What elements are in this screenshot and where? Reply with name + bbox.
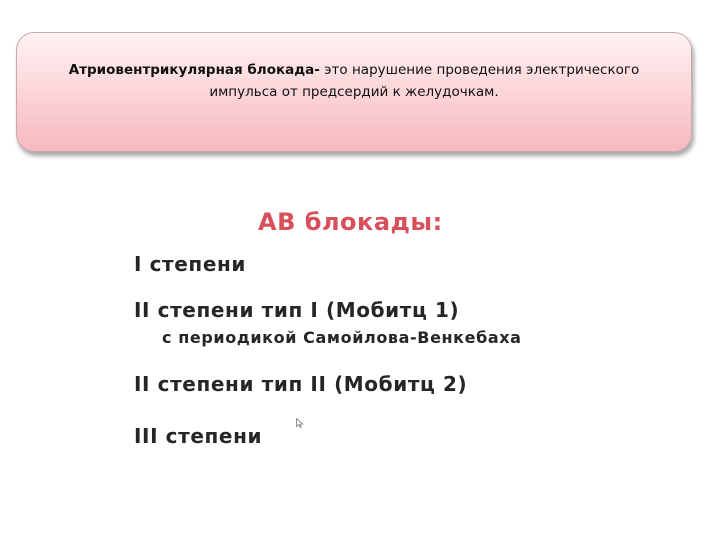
definition-line1: это нарушение проведения электрического [319,62,640,78]
definition-line2: импульса от предсердий к желудочкам. [209,84,499,100]
blockade-degree-2-type-2: II степени тип II (Мобитц 2) [134,372,468,396]
blockade-degree-2-type-1-note: с периодикой Самойлова-Венкебаха [162,328,522,347]
av-blockade-title: АВ блокады: [258,208,443,236]
blockade-degree-2-type-1: II степени тип I (Мобитц 1) [134,298,460,322]
definition-text [69,59,639,103]
definition-callout [16,32,692,152]
blockade-degree-1: I степени [134,252,247,276]
blockade-degree-3: III степени [134,424,263,448]
definition-term: Атриовентрикулярная блокада- [68,62,320,78]
mouse-pointer-icon [296,418,304,428]
av-blockade-list-image [118,196,538,466]
